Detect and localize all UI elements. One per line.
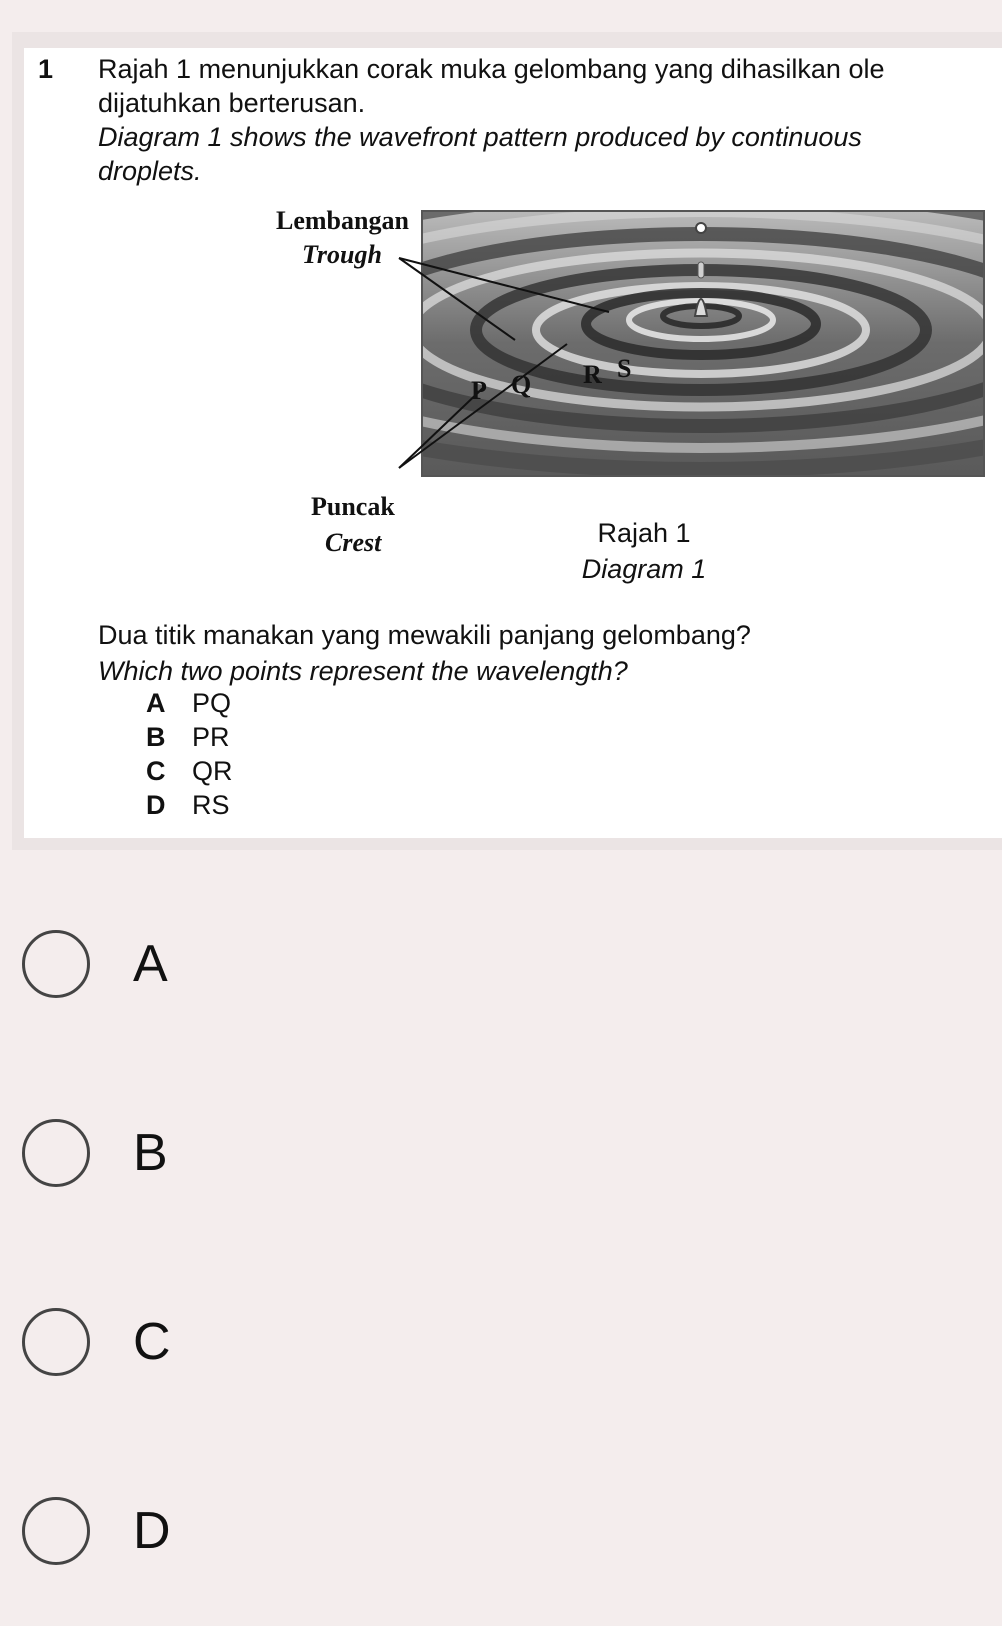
radio-button[interactable] (22, 930, 90, 998)
choice-d[interactable] (18, 1495, 318, 1573)
crest-label-en: Crest (325, 528, 382, 557)
question-number: 1 (38, 54, 54, 84)
question-line-2: dijatuhkan berterusan. (98, 88, 366, 118)
question-line-4: droplets. (98, 156, 202, 186)
point-q: Q (511, 370, 532, 399)
prompt-en: Which two points represent the wavelength? (98, 656, 628, 686)
choice-label[interactable]: C (133, 1313, 171, 1371)
choice-label[interactable]: A (133, 935, 168, 993)
choice-a[interactable] (18, 928, 318, 1006)
choice-label[interactable]: B (133, 1124, 168, 1182)
printed-option-text: QR (192, 756, 233, 786)
trough-label-en: Trough (302, 240, 382, 269)
caption-en: Diagram 1 (581, 554, 707, 584)
question-line-3: Diagram 1 shows the wavefront pattern produced by continuous (98, 122, 862, 152)
point-s: S (617, 354, 632, 383)
prompt-ms: Dua titik manakan yang mewakili panjang gelombang? (98, 620, 751, 650)
question-line-1: Rajah 1 menunjukkan corak muka gelombang yang dihasilkan ole (98, 54, 885, 84)
printed-option-text: RS (192, 790, 230, 820)
trough-label-ms: Lembangan (276, 206, 409, 235)
radio-button[interactable] (22, 1497, 90, 1565)
crest-label-ms: Puncak (311, 492, 395, 521)
printed-option-text: PQ (192, 688, 232, 718)
caption-ms: Rajah 1 (597, 518, 691, 548)
printed-option-text: PR (192, 722, 230, 752)
printed-option-letter: D (146, 790, 166, 820)
printed-option-letter: A (146, 688, 166, 718)
point-p: P (471, 376, 487, 405)
radio-button[interactable] (22, 1119, 90, 1187)
question-image (24, 48, 1002, 838)
printed-option-letter: C (146, 756, 166, 786)
printed-option-letter: B (146, 722, 166, 752)
choice-label[interactable]: D (133, 1502, 171, 1560)
point-r: R (583, 360, 602, 389)
choice-b[interactable] (18, 1117, 318, 1195)
radio-button[interactable] (22, 1308, 90, 1376)
choice-c[interactable] (18, 1306, 318, 1384)
